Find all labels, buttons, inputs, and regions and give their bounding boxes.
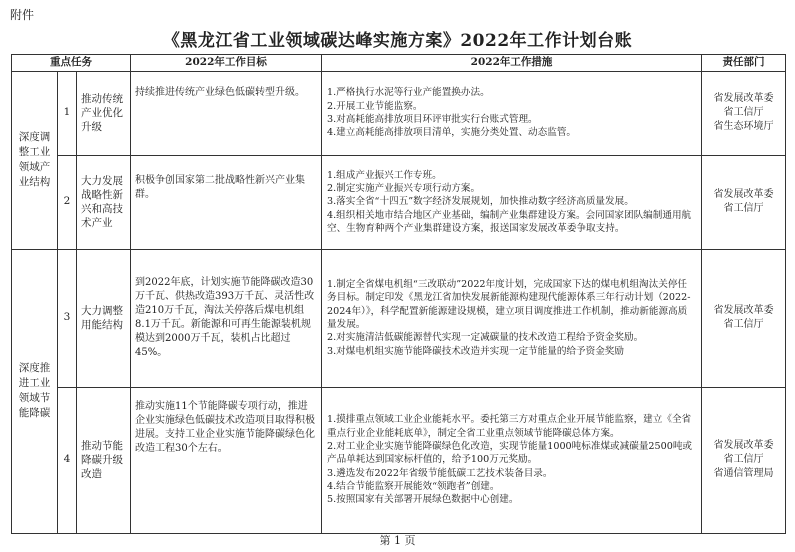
dept-item: 省发展改革委 xyxy=(713,93,774,104)
row-number: 3 xyxy=(58,249,77,387)
dept-item: 省发展改革委 xyxy=(713,440,774,451)
dept-item: 省工信厅 xyxy=(723,454,764,465)
measure-item: 1.摸排重点领域工业企业能耗水平。委托第三方对重点企业开展节能监察，建立《全省重点行业企业能耗底单》，制定全省工业重点领域节能降碳总体方案。 xyxy=(327,414,692,439)
header-goal: 2022年工作目标 xyxy=(131,55,322,72)
measure-item: 1.严格执行水泥等行业产能置换办法。 xyxy=(327,87,490,99)
header-task: 重点任务 xyxy=(12,55,131,72)
table-row xyxy=(12,249,786,387)
measure-item: 4.建立高耗能高排放项目清单，实施分类处置、动态监管。 xyxy=(327,127,577,139)
dept-cell xyxy=(702,249,786,387)
measure-item: 2.对实施清洁低碳能源替代实现一定减碳量的技术改造工程给予资金奖励。 xyxy=(327,332,644,344)
row-number: 4 xyxy=(58,387,77,533)
work-plan-table xyxy=(11,54,786,534)
header-measures: 2022年工作措施 xyxy=(322,55,702,72)
measure-item: 3.对高耗能高排放项目环评审批实行台账式管理。 xyxy=(327,114,538,125)
table-row xyxy=(12,71,786,155)
dept-cell xyxy=(702,71,786,155)
task-cell: 推动节能降碳升级改造 xyxy=(77,387,131,533)
measure-item: 3.落实全省“十四五”数字经济发展规划，加快推动数字经济高质量发展。 xyxy=(327,196,634,208)
dept-item: 省通信管理局 xyxy=(713,468,774,479)
measure-item: 1.制定全省煤电机组“三改联动”2022年度计划，完成国家下达的煤电机组淘汰关停任务目标。制定印发《黑龙江省加快发展新能源构建现代能源体系三年行动计划（2022-2024年）》，科学配置新能源建设规模，建立项目调度推进工作机制，推动新能源高质量发展。 xyxy=(327,279,691,330)
category-cell: 深度调整工业领域产业结构 xyxy=(12,71,58,249)
page-number: 第 1 页 xyxy=(379,534,416,547)
goal-cell: 到2022年底，计划实施节能降碳改造30万千瓦、供热改造393万千瓦、灵活性改造210万千瓦，淘汰关停落后煤电机组8.1万千瓦。新能源和可再生能源装机规模达到2000万千瓦，装机占比超过45%。 xyxy=(131,249,322,387)
goal-cell: 积极争创国家第二批战略性新兴产业集群。 xyxy=(131,155,322,249)
row-number: 1 xyxy=(58,71,77,155)
dept-cell xyxy=(702,155,786,249)
goal-cell: 推动实施11个节能降碳专项行动，推进企业实施绿色低碳技术改造项目取得积极进展。支持工业企业实施节能降碳绿色化改造工程30个左右。 xyxy=(131,387,322,533)
dept-item: 省发展改革委 xyxy=(713,189,774,200)
measure-item: 3.遴选发布2022年省级节能低碳工艺技术装备目录。 xyxy=(327,467,553,479)
measures-cell xyxy=(322,387,702,533)
dept-cell xyxy=(702,387,786,533)
measure-item: 5.按照国家有关部署开展绿色数据中心创建。 xyxy=(327,494,519,506)
dept-item: 省工信厅 xyxy=(723,319,764,330)
table-row xyxy=(12,155,786,249)
measure-item: 2.开展工业节能监察。 xyxy=(327,100,423,112)
measures-cell xyxy=(322,155,702,249)
task-cell: 推动传统产业优化升级 xyxy=(77,71,131,155)
goal-cell: 持续推进传统产业绿色低碳转型升级。 xyxy=(131,71,322,155)
attachment-label: 附件 xyxy=(10,8,35,22)
category-cell: 深度推进工业领域节能降碳 xyxy=(12,249,58,533)
measures-cell xyxy=(322,249,702,387)
dept-item: 省生态环境厅 xyxy=(713,121,774,132)
measure-item: 4.组织相关地市结合地区产业基础，编制产业集群建设方案。会同国家团队编制通用航空、生物育种两个产业集群建设方案，报送国家发展改革委争取支持。 xyxy=(327,209,692,234)
measures-cell xyxy=(322,71,702,155)
measure-item: 1.组成产业振兴工作专班。 xyxy=(327,169,442,181)
dept-item: 省工信厅 xyxy=(723,203,764,214)
measure-item: 2.制定实施产业振兴专项行动方案。 xyxy=(327,183,481,195)
document-title: 《黑龙江省工业领域碳达峰实施方案》2022年工作计划台账 xyxy=(162,31,633,51)
header-dept: 责任部门 xyxy=(702,55,786,72)
measure-item: 3.对煤电机组实施节能降碳技术改造并实现一定节能量的给予资金奖励 xyxy=(327,345,624,357)
dept-item: 省工信厅 xyxy=(723,107,764,118)
measure-item: 2.对工业企业实施节能降碳绿色化改造，实现节能量1000吨标准煤或减碳量2500吨或产品单耗达到国家标杆值的，给予100万元奖励。 xyxy=(327,441,693,466)
task-cell: 大力调整用能结构 xyxy=(77,249,131,387)
dept-item: 省发展改革委 xyxy=(713,305,774,316)
measure-item: 4.结合节能监察开展能效“领跑者”创建。 xyxy=(327,480,500,492)
table-row xyxy=(12,387,786,533)
row-number: 2 xyxy=(58,155,77,249)
task-cell: 大力发展战略性新兴和高技术产业 xyxy=(77,155,131,249)
table-header-row xyxy=(12,55,786,72)
